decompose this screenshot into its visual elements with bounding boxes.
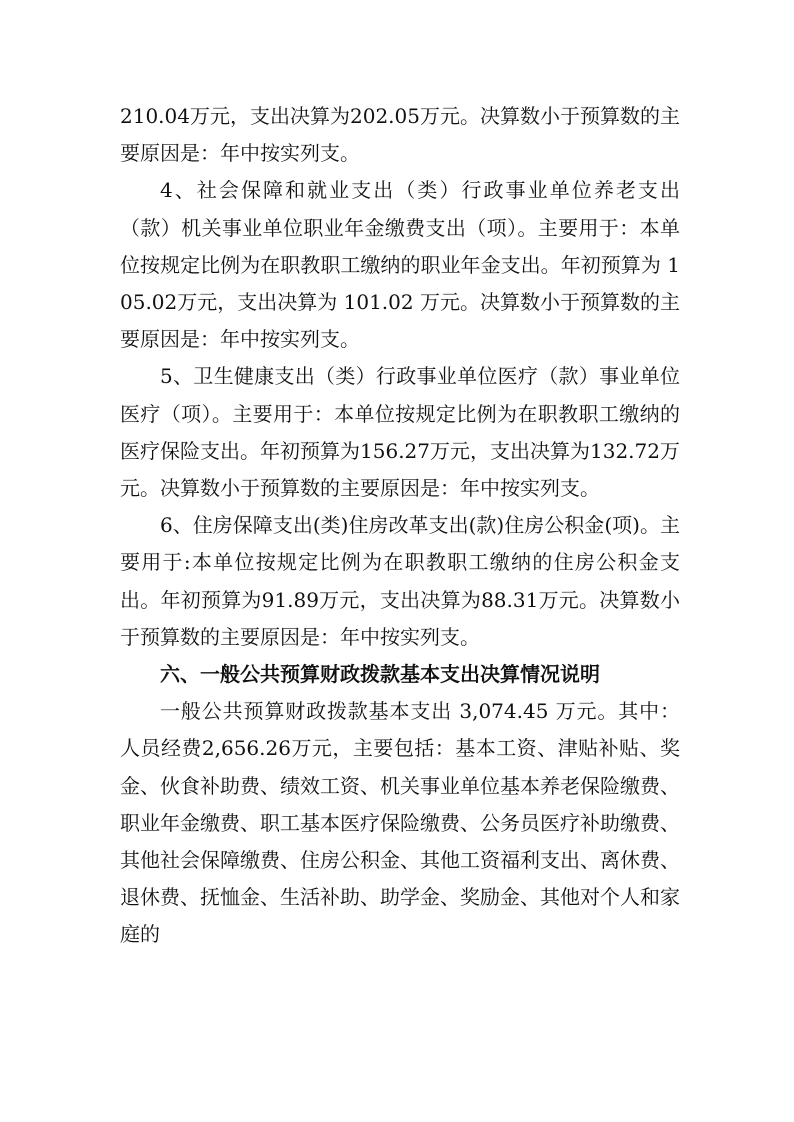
paragraph-item-5: 5、卫生健康支出（类）行政事业单位医疗（款）事业单位医疗（项）。主要用于：本单位按规定比例为在职教职工缴纳的医疗保险支出。年初预算为156.27万元，支出决算为132.72万元。决算数小于预算数的主要原因是：年中按实列支。	[120, 364, 680, 501]
paragraph-item-4: 4、社会保障和就业支出（类）行政事业单位养老支出（款）机关事业单位职业年金缴费支出（项）。主要用于：本单位按规定比例为在职教职工缴纳的职业年金支出。年初预算为 105.02万元，支出决算为 101.02 万元。决算数小于预算数的主要原因是：年中按实列支。	[120, 178, 680, 352]
paragraph-basic-expenditure: 一般公共预算财政拨款基本支出 3,074.45 万元。其中：人员经费2,656.26万元，主要包括：基本工资、津贴补贴、奖金、伙食补助费、绩效工资、机关事业单位基本养老保险缴费、职业年金缴费、职工基本医疗保险缴费、公务员医疗补助缴费、其他社会保障缴费、住房公积金、其他工资福利支出、离休费、退休费、抚恤金、生活补助、助学金、奖励金、其他对个人和家庭的	[120, 699, 680, 947]
paragraph-item-6: 6、住房保障支出(类)住房改革支出(款)住房公积金(项)。主要用于:本单位按规定比例为在职教职工缴纳的住房公积金支出。年初预算为91.89万元，支出决算为88.31万元。决算数小于预算数的主要原因是：年中按实列支。	[120, 513, 680, 649]
document-body	[120, 98, 680, 954]
section-heading: 六、一般公共预算财政拨款基本支出决算情况说明	[160, 662, 600, 687]
paragraph-continuation: 210.04万元，支出决算为202.05万元。决算数小于预算数的主要原因是：年中按实列支。	[120, 104, 680, 166]
